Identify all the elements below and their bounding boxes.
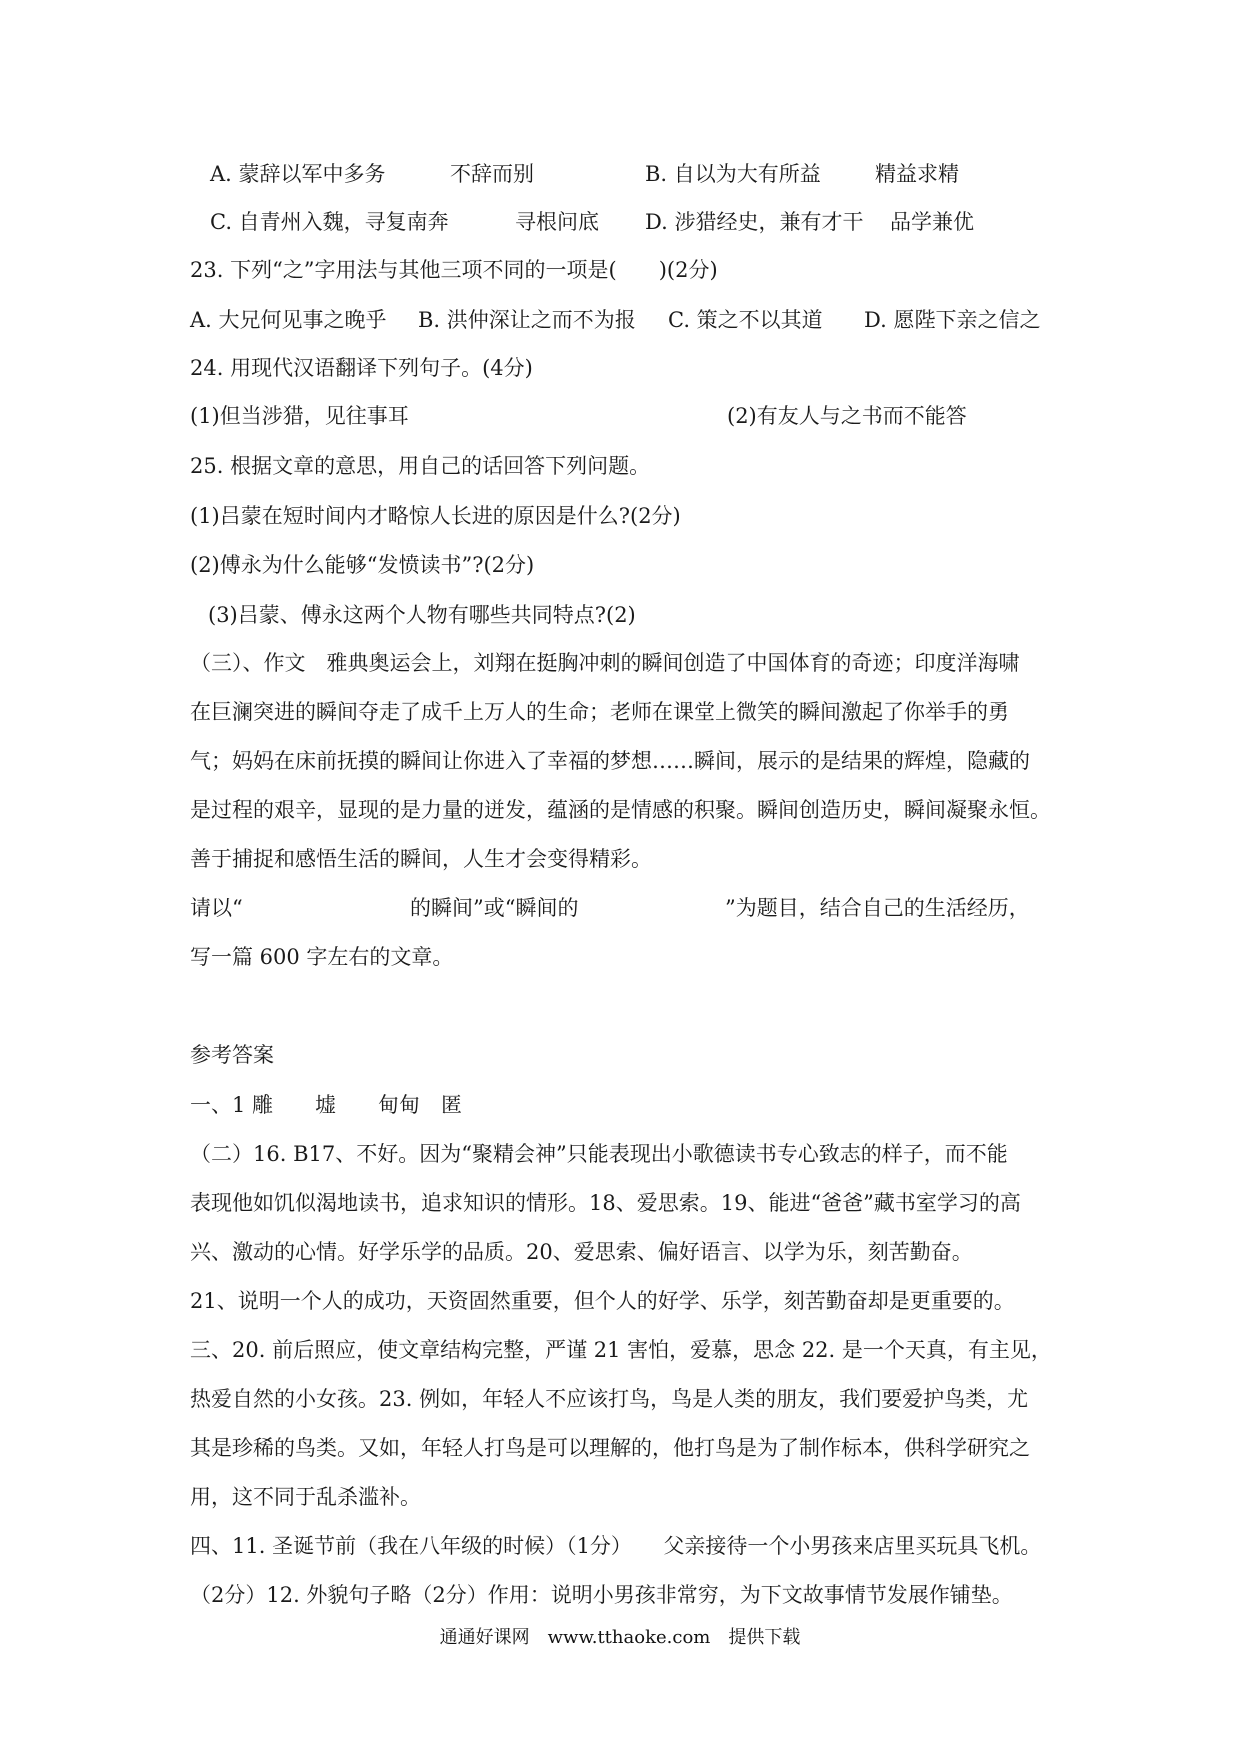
- q22-option-d-idiom: 品学兼优: [890, 210, 974, 234]
- answer-line-5: 21、说明一个人的成功，天资固然重要，但个人的好学、乐学，刻苦勤奋却是更重要的。: [190, 1289, 1015, 1313]
- essay-line-3: 气；妈妈在床前抚摸的瞬间让你进入了幸福的梦想……瞬间，展示的是结果的辉煌，隐藏的: [190, 749, 1030, 773]
- q24-stem: 24. 用现代汉语翻译下列句子。(4分): [190, 356, 533, 380]
- answer-line-3: 表现他如饥似渴地读书，追求知识的情形。18、爱思索。19、能进“爸爸”藏书室学习的高: [190, 1191, 1021, 1215]
- answer-line-6: 三、20. 前后照应，使文章结构完整，严谨 21 害怕，爱慕，思念 22. 是一个天真，有主见，: [190, 1338, 1052, 1362]
- answers-heading: 参考答案: [190, 1043, 274, 1067]
- q25-part-2: (2)傅永为什么能够“发愤读书”?(2分): [190, 553, 535, 577]
- q23-option-c: C. 策之不以其道: [668, 308, 823, 332]
- q24-sentence-1: (1)但当涉猎，见往事耳: [190, 404, 409, 428]
- answer-line-4: 兴、激动的心情。好学乐学的品质。20、爱思索、偏好语言、以学为乐，刻苦勤奋。: [190, 1240, 973, 1264]
- q22-option-c-idiom: 寻根问底: [515, 210, 599, 234]
- answer-line-7: 热爱自然的小女孩。23. 例如，年轻人不应该打鸟，鸟是人类的朋友，我们要爱护鸟类，尤: [190, 1387, 1029, 1411]
- q22-option-a: [210, 160, 386, 188]
- q22-option-b: B. 自以为大有所益: [645, 162, 821, 186]
- q22-option-b-idiom: 精益求精: [875, 162, 959, 186]
- essay-line-7: 写一篇 600 字左右的文章。: [190, 945, 454, 969]
- answer-line-8: 其是珍稀的鸟类。又如，年轻人打鸟是可以理解的，他打鸟是为了制作标本，供科学研究之: [190, 1436, 1030, 1460]
- q22-option-a-idiom: 不辞而别: [450, 162, 534, 186]
- q25-part-1: (1)吕蒙在短时间内才略惊人长进的原因是什么?(2分): [190, 504, 681, 528]
- essay-line-1: （三）、作文 雅典奥运会上，刘翔在挺胸冲刺的瞬间创造了中国体育的奇迹；印度洋海啸: [190, 651, 1020, 675]
- answer-line-2: （二）16. B17、不好。因为“聚精会神”只能表现出小歌德读书专心致志的样子，而不能: [190, 1142, 1008, 1166]
- essay-prompt-open: 请以“: [190, 896, 243, 920]
- q24-sentence-2: (2)有友人与之书而不能答: [727, 404, 967, 428]
- q22-option-a-text: A. 蒙辞以军中多务: [210, 162, 386, 186]
- q22-option-c: C. 自青州入魏，寻复南奔: [210, 210, 449, 234]
- q23-option-a: A. 大兄何见事之晚乎: [190, 308, 387, 332]
- answer-line-11: （2分）12. 外貌句子略（2分）作用：说明小男孩非常穷，为下文故事情节发展作铺垫。: [190, 1583, 1013, 1607]
- q23-stem: 23. 下列“之”字用法与其他三项不同的一项是( )(2分): [190, 258, 718, 282]
- essay-prompt-close: ”为题目，结合自己的生活经历，: [725, 896, 1030, 920]
- q23-option-d: D. 愿陛下亲之信之: [864, 308, 1041, 332]
- essay-line-4: 是过程的艰辛，显现的是力量的迸发，蕴涵的是情感的积聚。瞬间创造历史，瞬间凝聚永恒。: [190, 798, 1051, 822]
- q22-option-d: D. 涉猎经史，兼有才干: [645, 210, 864, 234]
- essay-prompt-middle: 的瞬间”或“瞬间的: [410, 896, 579, 920]
- answer-line-10: 四、11. 圣诞节前（我在八年级的时候）（1分） 父亲接待一个小男孩来店里买玩具飞机。: [190, 1534, 1042, 1558]
- q23-option-b: B. 洪仲深让之而不为报: [418, 308, 636, 332]
- q25-part-3: (3)吕蒙、傅永这两个人物有哪些共同特点?(2): [208, 603, 636, 627]
- answer-line-1: 一、1 雕 墟 甸甸 匿: [190, 1093, 463, 1117]
- q25-stem: 25. 根据文章的意思，用自己的话回答下列问题。: [190, 454, 651, 478]
- essay-line-2: 在巨澜突进的瞬间夺走了成千上万人的生命；老师在课堂上微笑的瞬间激起了你举手的勇: [190, 700, 1009, 724]
- essay-line-5: 善于捕捉和感悟生活的瞬间，人生才会变得精彩。: [190, 847, 652, 871]
- answer-line-9: 用，这不同于乱杀滥补。: [190, 1485, 421, 1509]
- page-footer: 通通好课网 www.tthaoke.com 提供下载: [439, 1627, 801, 1648]
